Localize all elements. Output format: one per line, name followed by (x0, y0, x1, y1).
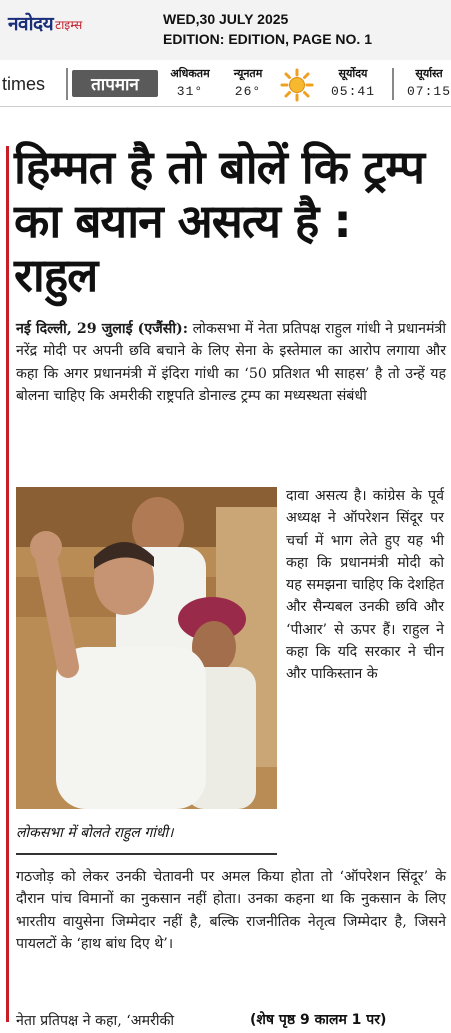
dateline: नई दिल्ली, 29 जुलाई (एजैंसी): (16, 321, 188, 337)
edition-info (163, 9, 372, 49)
headline-line-1: हिम्मत है तो बोलें कि ट्रम्प (14, 140, 425, 194)
max-temp-label: अधिकतम (170, 67, 210, 80)
min-temp-value: 26° (234, 84, 262, 99)
last-line: नेता प्रतिपक्ष ने कहा, ‘अमरीकी (16, 1013, 175, 1029)
photo-caption: लोकसभा में बोलते राहुल गांधी। (16, 823, 277, 855)
sun-icon (280, 68, 314, 102)
sunset-label: सूर्यास्त (415, 67, 443, 80)
sunset (398, 66, 451, 99)
side-column-text: दावा असत्य है। कांग्रेस के पूर्व अध्यक्ष ने ऑपरेशन सिंदूर पर चर्चा में भाग लेते हुए यह भी कहा कि प्रधानमंत्री मोदी को यह समझना चाहिए कि देशहित और सैन्यबल उनकी छवि और ‘पीआर’ से ऊपर हैं। राहुल ने कहा कि यदि सरकार ने चीन और पाकिस्तान के (286, 488, 444, 683)
sunrise-label: सूर्योदय (338, 67, 368, 80)
bottom-paragraph: गठजोड़ को लेकर उनकी चेतावनी पर अमल किया होता तो ‘ऑपरेशन सिंदूर’ के दौरान पांच विमानों का नुकसान नहीं होता। उनका कहना था कि नुकसान के लिए भारतीय वायुसेना जिम्मेदार नहीं है, बल्कि राजनीतिक नेतृत्व जिम्मेदार है, जिसने पायलटों के ‘हाथ बांध दिए थे’। (16, 869, 446, 952)
logo-main-text: नवोदय (8, 13, 54, 35)
max-temp-value: 31° (176, 84, 204, 99)
temperature-title: तापमान (72, 70, 158, 97)
times-label: times (2, 74, 46, 94)
min-temp-label: न्यूनतम (233, 67, 263, 80)
headline-line-2: का बयान असत्य है : राहुल (14, 194, 351, 302)
weather-strip (0, 62, 451, 107)
min-temp (222, 66, 274, 99)
accent-rule (6, 146, 9, 1022)
logo-sub-text: टाइम्स (55, 17, 83, 32)
edition-page: EDITION: EDITION, PAGE NO. 1 (163, 31, 372, 47)
sunset-value: 07:15 (406, 84, 451, 99)
masthead (0, 0, 451, 60)
newspaper-logo (8, 10, 82, 36)
article-headline (14, 140, 444, 302)
divider (392, 68, 394, 100)
edition-date: WED,30 JULY 2025 (163, 11, 289, 27)
news-photo (16, 487, 277, 809)
lead-text: लोकसभा में नेता प्रतिपक्ष राहुल गांधी ने प्रधानमंत्री नरेंद्र मोदी पर अपनी छवि बचाने के लिए सेना के इस्तेमाल का आरोप लगाया और कहा कि अगर प्रधानमंत्री में इंदिरा गांधी का ‘50 प्रतिशत भी साहस’ है तो उन्हें यह बोलना चाहिए कि अमरीकी राष्ट्रपति डोनाल्ड ट्रम्प का मध्यस्थता संबंधी (16, 321, 446, 404)
max-temp (164, 66, 216, 99)
divider (66, 68, 68, 100)
lead-paragraph (16, 318, 446, 407)
continued-note: (शेष पृष्ठ 9 कालम 1 पर) (250, 1012, 387, 1028)
sunrise (322, 66, 384, 99)
sunrise-value: 05:41 (330, 84, 375, 99)
